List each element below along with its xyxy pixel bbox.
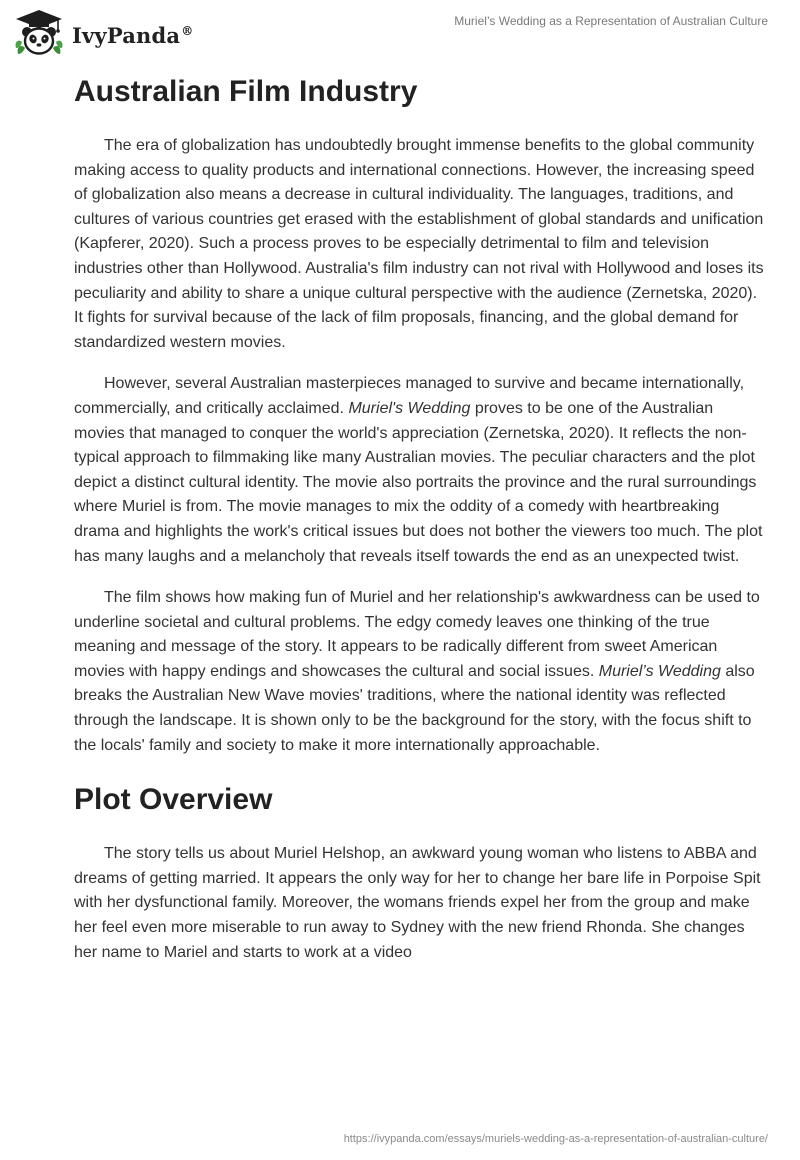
panda-graduate-icon: [12, 8, 66, 58]
essay-content: [74, 70, 764, 982]
paragraph-text: However, several Australian masterpieces managed to survive and became internationally, commercially, and critically acclaimed.: [74, 375, 745, 417]
paragraph: The story tells us about Muriel Helshop, an awkward young woman who listens to ABBA and dreams of getting married. It appears the only way for her to change her bare life in Porpoise Spit with her dysfunctional family. Moreover, the womans friends expel her from the group and make her feel even more miserable to run away to Sydney with the new friend Rhonda. She changes her name to Mariel and starts to work at a video: [74, 845, 761, 961]
document-title: Muriel’s Wedding as a Representation of Australian Culture: [454, 14, 768, 28]
brand-name: IvyPanda®: [72, 22, 194, 48]
registered-mark: ®: [181, 23, 194, 38]
film-title: Muriel's Wedding: [348, 399, 471, 417]
paragraph-text: also breaks the Australian New Wave movies' traditions, where the national identity was reflected through the landscape. It is shown only to be the background for the story, with the focus shift to the locals' family and society to make it more internationally approachable.: [74, 662, 755, 754]
section-heading: Plot Overview: [74, 783, 273, 817]
paragraph: [74, 372, 764, 569]
paragraph: [74, 586, 764, 758]
page-header: [0, 0, 800, 62]
section-heading: Australian Film Industry: [74, 75, 418, 108]
paragraph-text: The film shows how making fun of Muriel and her relationship's awkwardness can be used to underline societal and cultural problems. The edgy comedy leaves one thinking of the true meaning and message of the story. It appears to be radically different from sweet American movies with happy endings and showcases the cultural and social issues.: [74, 589, 760, 680]
paragraph-text: proves to be one of the Australian movies that managed to conquer the world's appreciation (Zernetska, 2020). It reflects the non-typical approach to filmmaking like many Australian movies. The peculiar characters and the plot depict a distinct cultural identity. The movie also portraits the province and the rural surroundings where Muriel is from. The movie manages to mix the oddity of a comedy with heartbreaking drama and highlights the work's critical issues but does not bother the viewers too much. The plot has many laughs and a melancholy that reveals itself towards the end as an unexpected twist.: [74, 399, 763, 565]
film-title: Muriel’s Wedding: [598, 662, 721, 680]
ivypanda-logo[interactable]: [12, 8, 193, 58]
source-url[interactable]: https://ivypanda.com/essays/muriels-wedding-as-a-representation-of-australian-culture/: [343, 1133, 768, 1145]
section-australian-film-industry: [74, 70, 764, 758]
section-plot-overview: [74, 778, 764, 965]
paragraph: The era of globalization has undoubtedly brought immense benefits to the global community making access to quality products and international connections. However, the increasing speed of globalization also means a decrease in cultural individuality. The languages, traditions, and cultures of various countries get erased with the establishment of global standards and unification (Kapferer, 2020). Such a process proves to be especially detrimental to film and television industries other than Hollywood. Australia's film industry can not rival with Hollywood and loses its peculiarity and ability to share a unique cultural perspective with the audience (Zernetska, 2020). It fights for survival because of the lack of film proposals, financing, and the global demand for standardized western movies.: [74, 137, 764, 351]
